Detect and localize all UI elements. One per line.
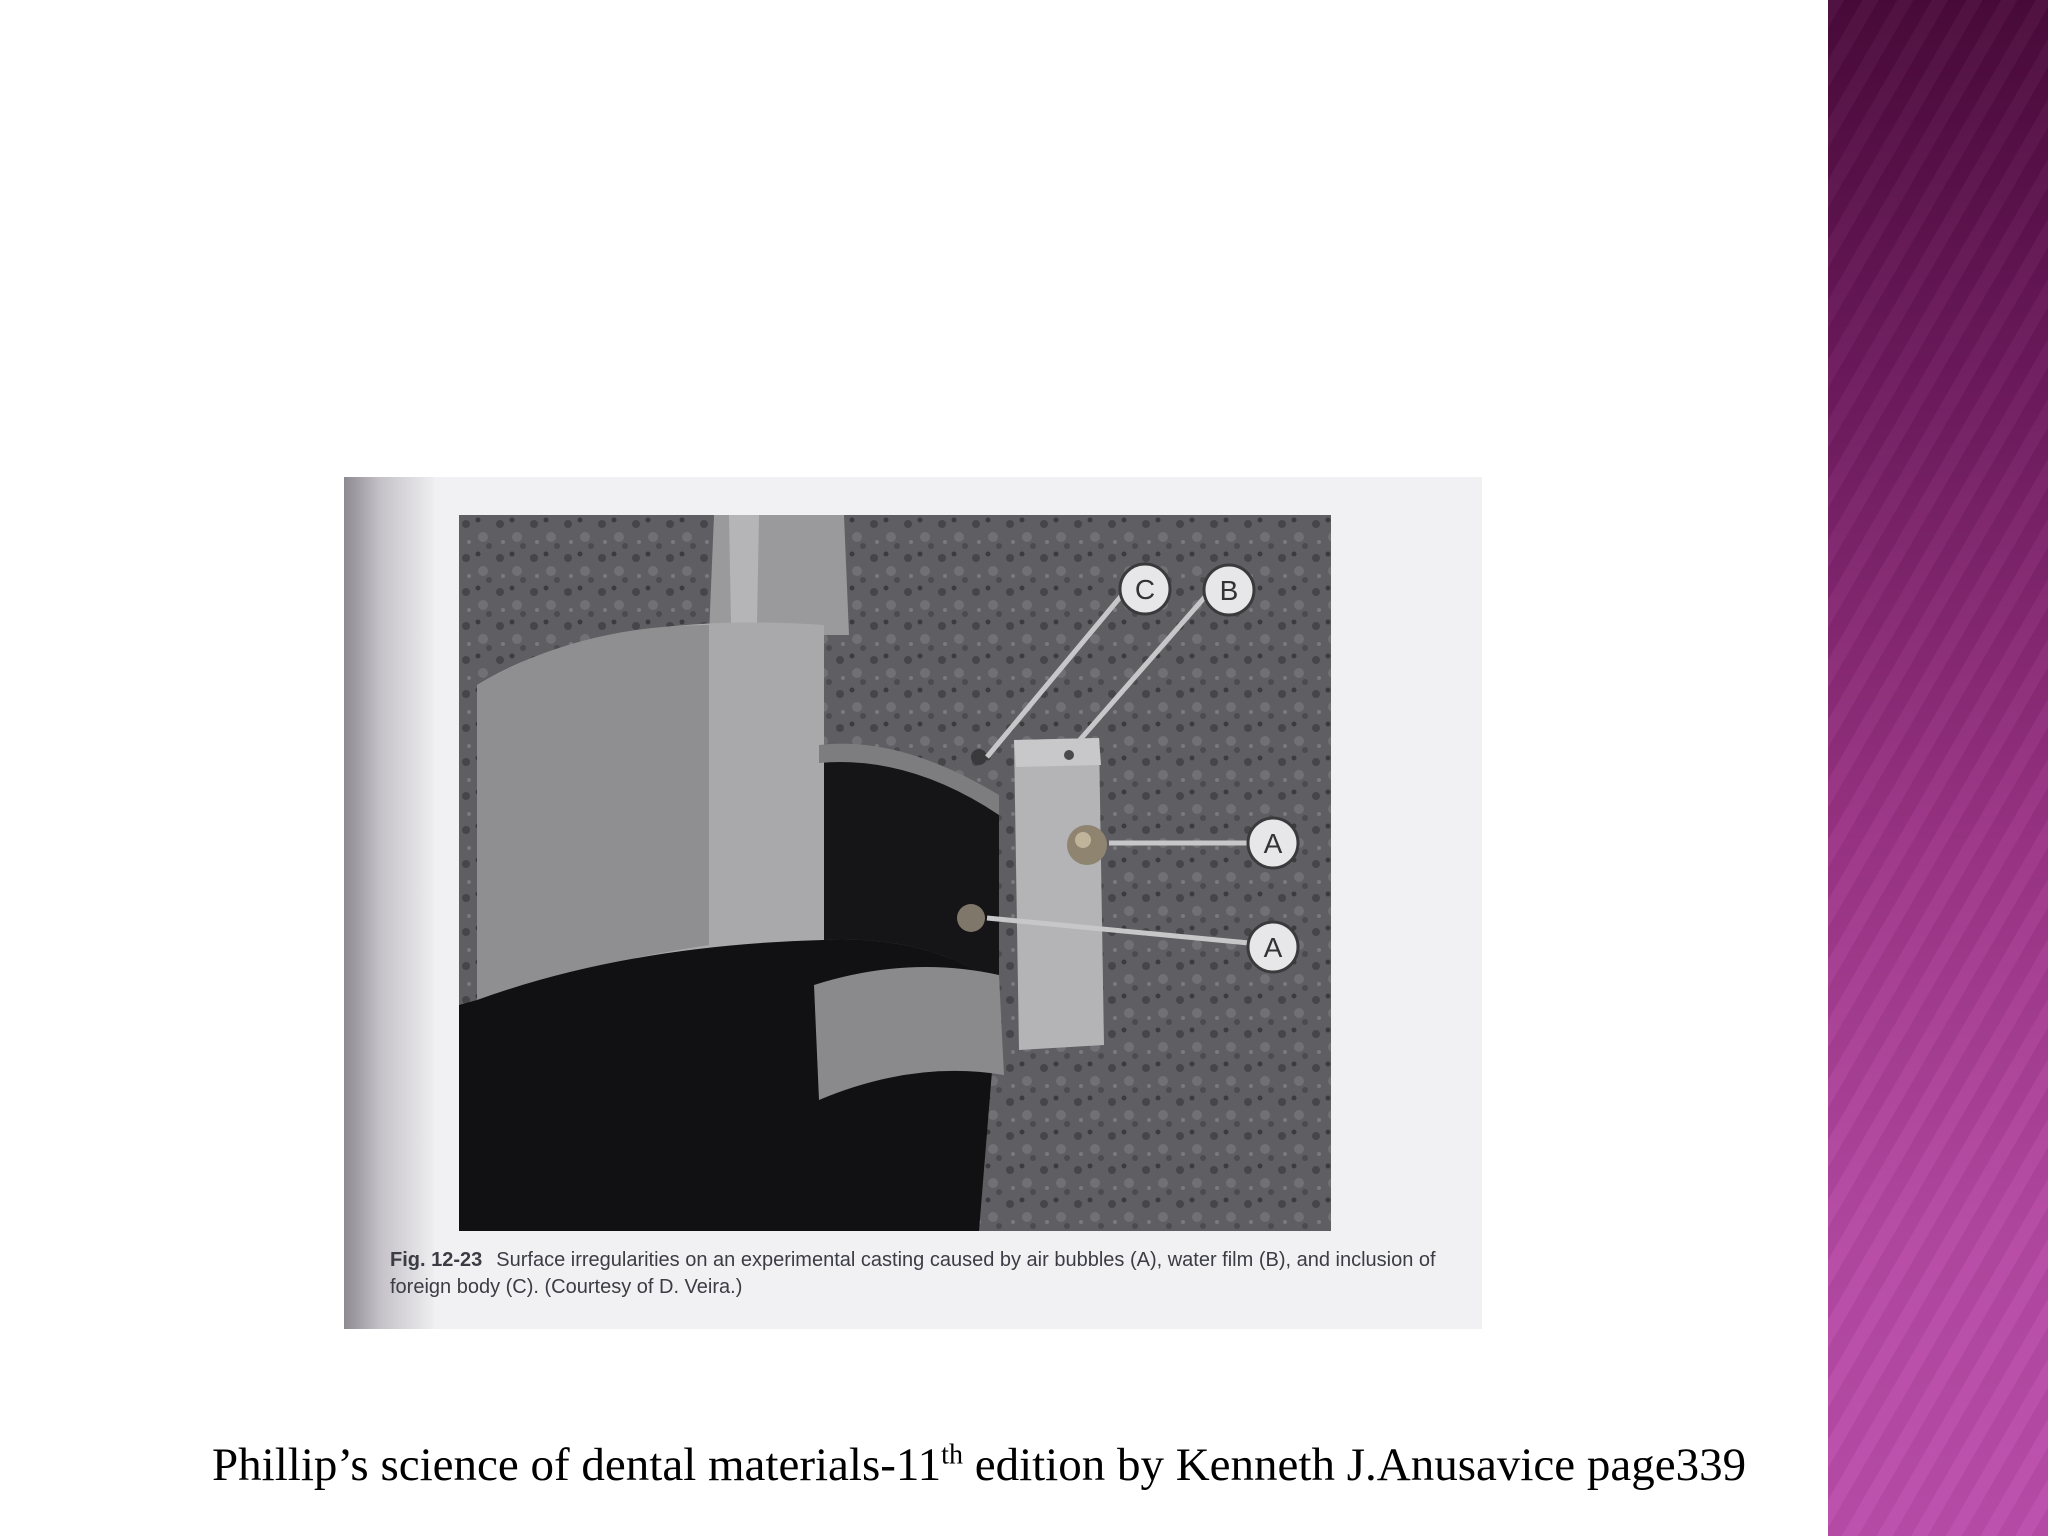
callout-c-letter: C <box>1134 574 1156 605</box>
callout-a-upper-letter: A <box>1263 828 1283 859</box>
figure-caption <box>390 1247 1450 1301</box>
citation-prefix: Phillip’s science of dental materials-11 <box>212 1439 942 1491</box>
callout-b-letter: B <box>1219 575 1239 606</box>
figure-number: Fig. 12-23 <box>390 1249 483 1271</box>
figure-scan <box>344 477 1482 1329</box>
scan-page-shadow <box>344 477 434 1329</box>
callout-b <box>1204 565 1254 615</box>
citation-superscript: th <box>941 1439 963 1471</box>
callout-a-upper <box>1248 818 1298 868</box>
figure-caption-text: Surface irregularities on an experimental casting caused by air bubbles (A), water film (B), and inclusion of foreign body (C). (Courtesy of D. Veira.) <box>390 1249 1436 1298</box>
callout-a-lower <box>1248 922 1298 972</box>
casting-photo <box>459 515 1331 1231</box>
decorative-side-band <box>1828 0 2048 1536</box>
callout-c <box>1120 564 1170 614</box>
callout-a-lower-letter: A <box>1263 932 1283 963</box>
source-citation <box>212 1438 1746 1492</box>
casting-photo-drawing <box>459 515 1331 1231</box>
citation-suffix: edition by Kenneth J.Anusavice page339 <box>962 1439 1747 1491</box>
